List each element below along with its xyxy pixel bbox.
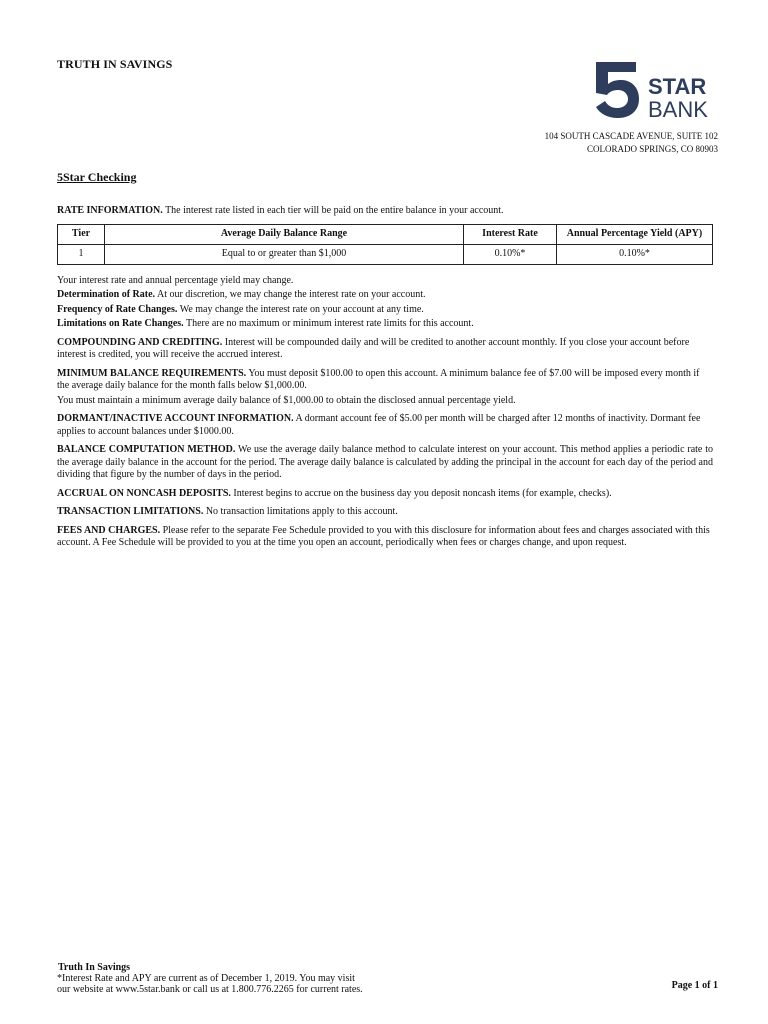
frequency-text: We may change the interest rate on your account at any time. [177, 303, 424, 315]
bank-address [545, 130, 718, 156]
document-title: TRUTH IN SAVINGS [57, 57, 173, 71]
minimum-balance-requirements [57, 368, 713, 393]
header-balance-range: Average Daily Balance Range [105, 224, 464, 244]
transaction-text: No transaction limitations apply to this account. [203, 506, 398, 517]
minimum-text: You must deposit $100.00 to open this account. A minimum balance fee of $7.00 will be imposed every month if the average daily balance for the month falls below $1,000.00. [57, 367, 700, 391]
cell-tier: 1 [58, 244, 105, 264]
transaction-limitations [57, 506, 713, 519]
cell-interest-rate: 0.10%* [464, 244, 557, 264]
frequency-of-rate-changes [57, 304, 713, 317]
cell-balance-range: Equal to or greater than $1,000 [105, 244, 464, 264]
compounding-and-crediting [57, 337, 713, 362]
determination-heading: Determination of Rate. [57, 289, 156, 300]
accrual-on-noncash-deposits [57, 488, 713, 501]
dormant-text: A dormant account fee of $5.00 per month will be charged after 12 months of inactivity. Dormant fee applies to account balances under $1000.00. [57, 413, 701, 437]
dormant-account-information [57, 413, 713, 438]
balance-heading: BALANCE COMPUTATION METHOD. [57, 444, 236, 455]
rate-information-heading: RATE INFORMATION. [57, 205, 163, 216]
rate-information-text: The interest rate listed in each tier will be paid on the entire balance in your account. [162, 205, 504, 216]
compounding-text: Interest will be compounded daily and will be credited to another account monthly. If you close your account before interest is credited, you will receive the accrued interest. [57, 336, 690, 360]
product-name: 5Star Checking [57, 170, 137, 184]
minimum-heading: MINIMUM BALANCE REQUIREMENTS. [57, 367, 247, 379]
determination-text: At our discretion, we may change the interest rate on your account. [155, 289, 426, 300]
disclosure-body [57, 205, 713, 556]
dormant-heading: DORMANT/INACTIVE ACCOUNT INFORMATION. [57, 413, 294, 424]
address-line-1: 104 SOUTH CASCADE AVENUE, SUITE 102 [544, 131, 718, 141]
compounding-heading: COMPOUNDING AND CREDITING. [57, 336, 223, 348]
footer-note [57, 962, 367, 995]
rate-may-change: Your interest rate and annual percentage yield may change. [57, 274, 294, 286]
table-row [58, 244, 713, 264]
fees-text: Please refer to the separate Fee Schedule provided to you with this disclosure for information about fees and charges associated with this account. A Fee Schedule will be provided to you at the time you open an account, periodically when fees or charges change, and upon request. [57, 524, 710, 548]
cell-apy: 0.10%* [557, 244, 713, 264]
accrual-text: Interest begins to accrue on the business day you deposit noncash items (for example, checks). [230, 487, 612, 499]
page-number: Page 1 of 1 [671, 980, 718, 991]
fees-heading: FEES AND CHARGES. [57, 524, 161, 536]
logo-word-bank: BANK [648, 97, 708, 120]
address-line-2: COLORADO SPRINGS, CO 80903 [586, 144, 718, 154]
transaction-heading: TRANSACTION LIMITATIONS. [57, 506, 204, 517]
minimum-apy-requirement: You must maintain a minimum average daily balance of $1,000.00 to obtain the disclosed annual percentage yield. [57, 394, 516, 406]
header-interest-rate: Interest Rate [464, 224, 557, 244]
footer-title: Truth In Savings [58, 962, 131, 973]
determination-of-rate [57, 289, 713, 302]
logo-five-shape [596, 62, 639, 118]
frequency-heading: Frequency of Rate Changes. [57, 303, 178, 315]
limitations-on-rate-changes [57, 318, 713, 331]
header-tier: Tier [58, 224, 105, 244]
rate-information [57, 205, 713, 218]
balance-computation-method [57, 444, 713, 482]
rate-table [57, 224, 713, 265]
footer-rates-note: *Interest Rate and APY are current as of December 1, 2019. You may visit our website at www.5star.bank or call us at 1.800.776.2265 for current rates. [57, 973, 363, 995]
header-apy: Annual Percentage Yield (APY) [557, 224, 713, 244]
rate-table-header-row [58, 224, 713, 244]
limitations-heading: Limitations on Rate Changes. [57, 318, 184, 329]
accrual-heading: ACCRUAL ON NONCASH DEPOSITS. [57, 487, 231, 499]
limitations-text: There are no maximum or minimum interest rate limits for this account. [183, 318, 474, 329]
balance-text: We use the average daily balance method to calculate interest on your account. This method applies a periodic rate to the average daily balance in the account for the period. The average daily balance is calculated by adding the principal in the account for each day of the period and dividing that figure by the number of days in the period. [57, 444, 713, 480]
bank-logo [594, 60, 718, 120]
fees-and-charges [57, 525, 713, 550]
logo-word-star: STAR [648, 74, 707, 99]
